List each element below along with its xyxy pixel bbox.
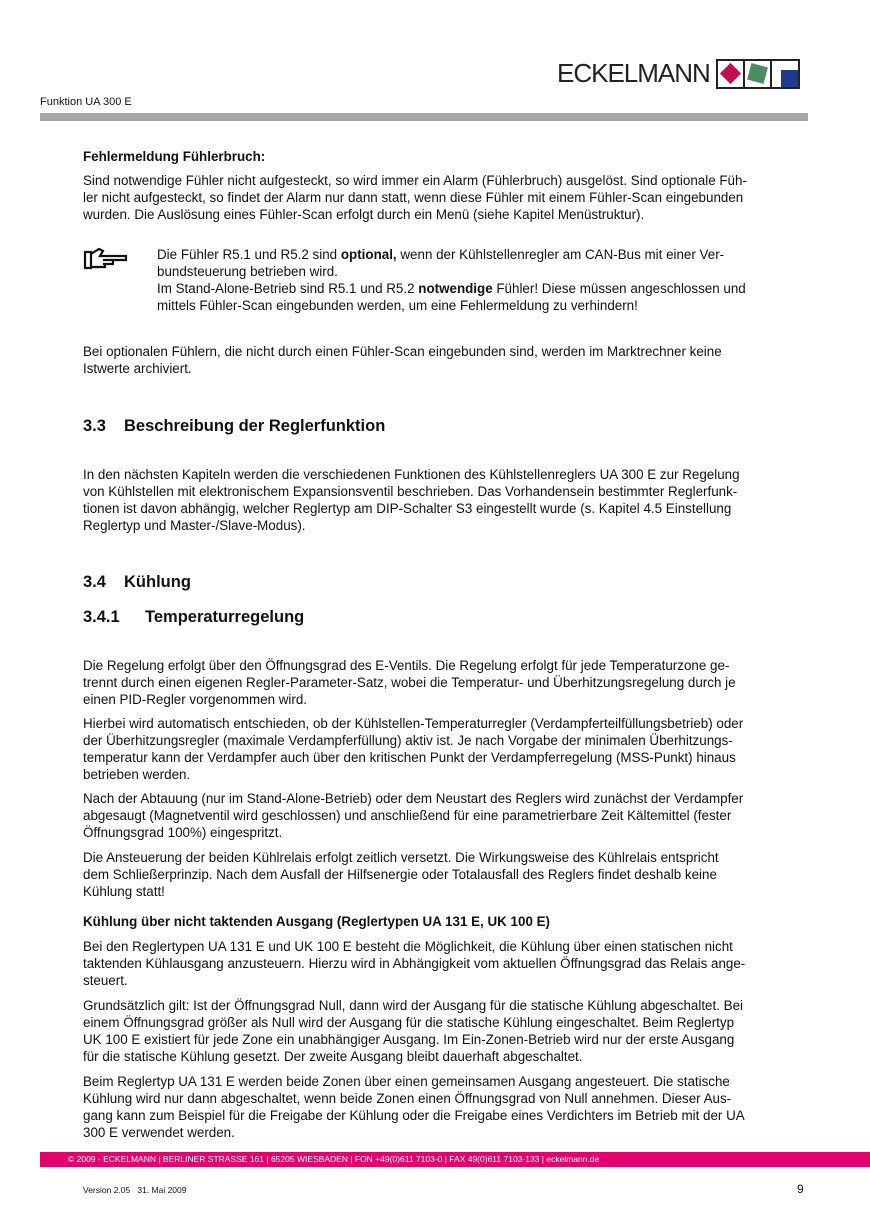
note-line: Die Fühler R5.1 und R5.2 sind <box>157 247 341 262</box>
text-line: Kühlung statt! <box>83 884 165 899</box>
paragraph <box>83 790 808 841</box>
text-line: Beim Reglertyp UA 131 E werden beide Zonen über einen gemeinsamen Ausgang angesteuert. Die statische <box>83 1074 730 1089</box>
paragraph <box>83 715 808 783</box>
text-line: Die Regelung erfolgt über den Öffnungsgrad des E-Ventils. Die Regelung erfolgt für jede Temperaturzone ge- <box>83 658 730 673</box>
section-number: 3.4 <box>83 573 106 591</box>
text-line: von Kühlstellen mit elektronischem Expansionsventil beschrieben. Das Vorhandensein bestimmter Reglerfunk- <box>83 484 738 499</box>
header-rule <box>40 113 808 121</box>
note-text <box>157 246 746 314</box>
document-header-title: Funktion UA 300 E <box>40 96 132 108</box>
text-line: dem Schließerprinzip. Nach dem Ausfall der Hilfsenergie oder Totalausfall des Reglers findet deshalb keine <box>83 867 717 882</box>
section-number: 3.3 <box>83 417 106 435</box>
text-line: tionen ist davon abhängig, welcher Reglertyp am DIP-Schalter S3 eingestellt wurde (s. Kapitel 4.5 Einstellung <box>83 501 732 516</box>
section-heading-3-4-1 <box>83 609 808 626</box>
section-title: Temperaturregelung <box>145 608 305 626</box>
note-emphasis: optional, <box>340 247 397 262</box>
text-line: Reglertyp und Master-/Slave-Modus). <box>83 518 306 533</box>
page-number: 9 <box>797 1182 804 1196</box>
text-line: UK 100 E existiert für jede Zone ein unabhängiger Ausgang. Im Ein-Zonen-Betrieb wird nur der erste Ausgang <box>83 1032 735 1047</box>
eckelmann-logo <box>557 58 800 89</box>
text-line: Kühlung wird nur dann abgeschaltet, wenn beide Zonen einen Öffnungsgrad von Null annehmen. Dieser Aus- <box>83 1091 732 1106</box>
text-line: In den nächsten Kapiteln werden die verschiedenen Funktionen des Kühlstellenreglers UA 300 E zur Regelung <box>83 467 740 482</box>
text-line: Bei den Reglertypen UA 131 E und UK 100 E besteht die Möglichkeit, die Kühlung über einen statischen nicht <box>83 939 733 954</box>
text-line: ler nicht aufgesteckt, so findet der Alarm nur dann statt, wenn diese Fühler mit einem Fühler-Scan eingebunden <box>83 190 744 205</box>
note-line: Fühler! Diese müssen angeschlossen und <box>492 281 746 296</box>
text-line: Die Ansteuerung der beiden Kühlrelais erfolgt zeitlich versetzt. Die Wirkungsweise des Kühlrelais entspricht <box>83 850 719 865</box>
text-line: der Überhitzungsregler (maximale Verdampferfüllung) aktiv ist. Je nach Vorgabe der minimalen Überhitzungs- <box>83 733 733 748</box>
note-emphasis: notwendige <box>418 281 493 296</box>
paragraph <box>83 466 808 534</box>
note-line: mittels Fühler-Scan eingebunden werden, um eine Fehlermeldung zu verhindern! <box>157 298 638 313</box>
logo-squares-icon <box>716 59 800 89</box>
paragraph <box>83 997 808 1065</box>
text-line: Istwerte archiviert. <box>83 361 192 376</box>
text-line: trennt durch einen eigenen Regler-Parameter-Satz, wobei die Temperatur- und Überhitzungsregelung durch je <box>83 675 736 690</box>
note-line: bundsteuerung betrieben wird. <box>157 264 338 279</box>
text-line: 300 E verwendet werden. <box>83 1125 235 1140</box>
footer-version: Version 2.05 31. Mai 2009 <box>83 1185 187 1195</box>
text-line: Nach der Abtauung (nur im Stand-Alone-Betrieb) oder dem Neustart des Reglers wird zunächst der Verdampfer <box>83 791 744 806</box>
text-line: für die statische Kühlung gesetzt. Der zweite Ausgang bleibt dauerhaft abgeschaltet. <box>83 1049 583 1064</box>
subheading-static-cooling: Kühlung über nicht taktenden Ausgang (Reglertypen UA 131 E, UK 100 E) <box>83 914 551 929</box>
text-line: wurden. Die Auslösung eines Fühler-Scan erfolgt durch ein Menü (siehe Kapitel Menüstruktur). <box>83 207 645 222</box>
paragraph <box>83 938 808 989</box>
text-line: einem Öffnungsgrad größer als Null wird der Ausgang für die statische Kühlung eingeschaltet. Beim Reglertyp <box>83 1015 735 1030</box>
paragraph <box>83 657 808 708</box>
paragraph <box>83 343 808 377</box>
note-line: wenn der Kühlstellenregler am CAN-Bus mit einer Ver- <box>396 247 725 262</box>
section-number: 3.4.1 <box>83 608 120 626</box>
logo-text: ECKELMANN <box>557 58 710 88</box>
text-line: Sind notwendige Fühler nicht aufgesteckt, so wird immer ein Alarm (Fühlerbruch) ausgelöst. Sind optionale Füh- <box>83 173 747 188</box>
text-line: abgesaugt (Magnetventil wird geschlossen) und anschließend für eine parametrierbare Zeit Kältemittel (fester <box>83 808 732 823</box>
paragraph <box>83 849 808 900</box>
text-line: Bei optionalen Fühlern, die nicht durch einen Fühler-Scan eingebunden sind, werden im Marktrechner keine <box>83 344 722 359</box>
section-heading-3-3 <box>83 418 808 435</box>
pointing-hand-icon <box>83 246 129 277</box>
text-line: einen PID-Regler vorgenommen wird. <box>83 692 308 707</box>
text-line: steuert. <box>83 973 128 988</box>
text-line: Öffnungsgrad 100%) eingespritzt. <box>83 825 283 840</box>
paragraph <box>83 172 808 223</box>
text-line: Hierbei wird automatisch entschieden, ob der Kühlstellen-Temperaturregler (Verdampferteilfüllungsbetrieb) oder <box>83 716 744 731</box>
text-line: taktenden Kühlausgang anzusteuern. Hierzu wird in Abhängigkeit vom aktuellen Öffnungsgrad das Relais ange- <box>83 956 746 971</box>
section-title: Beschreibung der Reglerfunktion <box>124 417 386 435</box>
text-line: betrieben werden. <box>83 767 191 782</box>
section-title: Kühlung <box>124 573 191 591</box>
text-line: gang kann zum Beispiel für die Freigabe der Kühlung oder die Freigabe eines Verdichters im Betrieb mit der UA <box>83 1108 745 1123</box>
paragraph <box>83 1073 808 1141</box>
text-line: temperatur kann der Verdampfer auch über den kritischen Punkt der Verdampferregelung (MSS-Punkt) hinaus <box>83 750 736 765</box>
section-heading-3-4 <box>83 574 808 591</box>
note-line: Im Stand-Alone-Betrieb sind R5.1 und R5.2 <box>157 281 419 296</box>
footer-address-bar: © 2009 - ECKELMANN | BERLINER STRASSE 161 | 65205 WIESBADEN | FON +49(0)611 7103-0 | FAX 49(0)611 7103-133 | eckelmann.de <box>40 1152 870 1167</box>
text-line: Grundsätzlich gilt: Ist der Öffnungsgrad Null, dann wird der Ausgang für die statische Kühlung abgeschaltet. Bei <box>83 998 743 1013</box>
section-heading-fuehlerbruch: Fehlermeldung Fühlerbruch: <box>83 149 266 164</box>
